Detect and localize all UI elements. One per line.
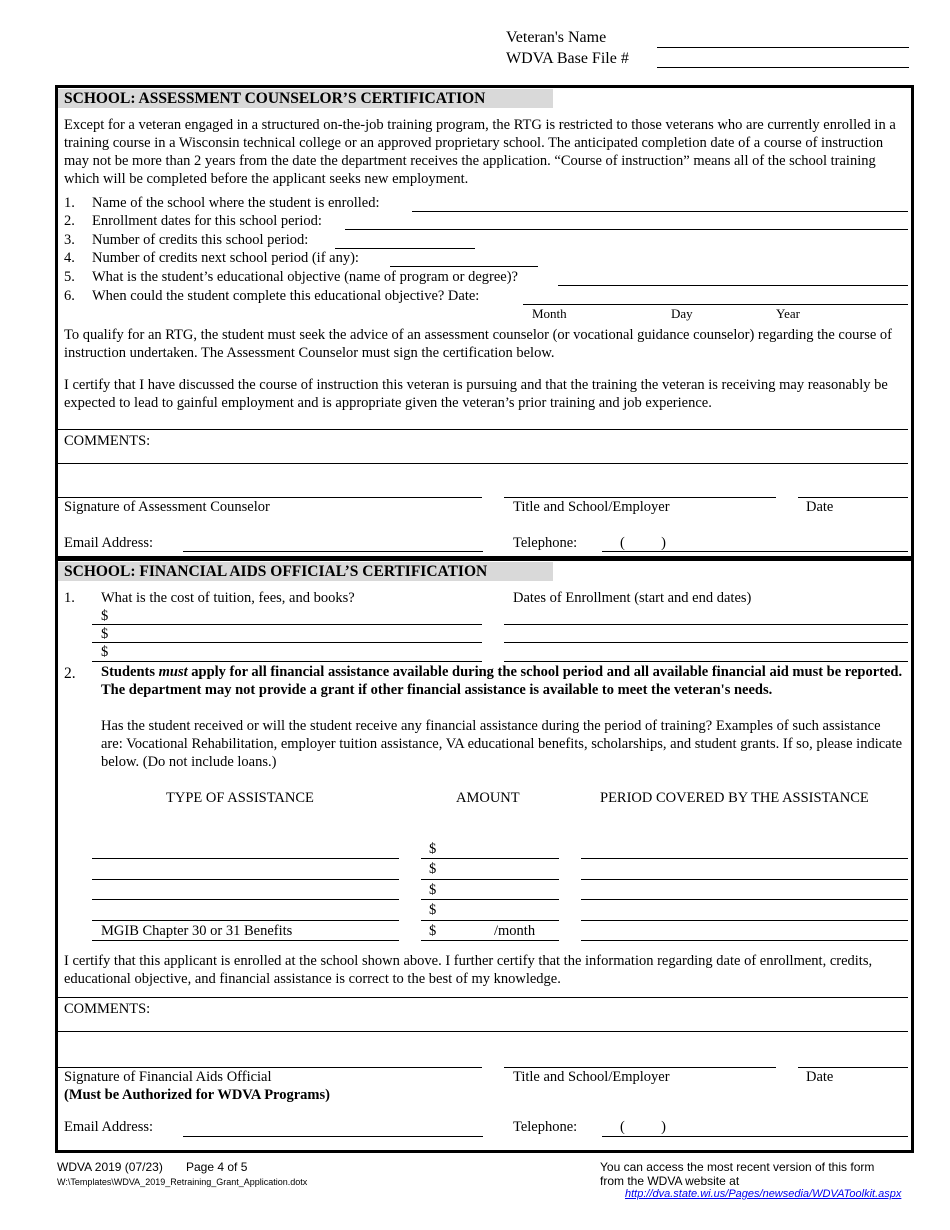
q1-num: 1. (64, 195, 75, 211)
school-name-field[interactable] (412, 211, 908, 212)
mgib-amount-field[interactable] (421, 940, 559, 941)
assistance-period-field-3[interactable] (581, 899, 908, 900)
dollar-sign: $ (429, 861, 437, 877)
divider (58, 429, 908, 430)
counselor-title-label: Title and School/Employer (513, 499, 670, 515)
section1-title: SCHOOL: ASSESSMENT COUNSELOR’S CERTIFICATION (58, 89, 553, 108)
financial-aid-notice: Students must apply for all financial assistance available during the school period and all available financial aid must be reported. The department may not provide a grant if other financial assistance is available to meet the veteran's needs. (101, 664, 903, 698)
q2-num: 2. (64, 213, 75, 229)
col-period-header: PERIOD COVERED BY THE ASSISTANCE (600, 790, 869, 806)
q5-num: 5. (64, 269, 75, 285)
official-telephone-value: ( ) (620, 1119, 666, 1135)
counselor-telephone-field[interactable] (602, 551, 908, 552)
cost-field-3[interactable] (92, 661, 482, 662)
q6-label: When could the student complete this educational objective? Date: (92, 288, 480, 304)
official-email-field[interactable] (183, 1136, 483, 1137)
assistance-amount-field-1[interactable] (421, 858, 559, 859)
counselor-certify-text: I certify that I have discussed the course of instruction this veteran is pursuing and that the training the veteran is receiving may reasonably be expected to lead to gainful employment and is appropriate given the veteran’s prior training and job experience. (64, 377, 888, 411)
divider (58, 997, 908, 998)
base-file-label: WDVA Base File # (506, 50, 629, 67)
counselor-title-field[interactable] (504, 497, 776, 498)
official-date-label: Date (806, 1069, 834, 1085)
form-id: WDVA 2019 (07/23) (57, 1160, 163, 1174)
educational-objective-field[interactable] (558, 285, 908, 286)
assistance-period-field-4[interactable] (581, 920, 908, 921)
counselor-signature-field[interactable] (58, 497, 482, 498)
assistance-type-field-1[interactable] (92, 858, 399, 859)
official-email-label: Email Address: (64, 1119, 154, 1135)
official-signature-label: Signature of Financial Aids Official (64, 1069, 272, 1085)
assistance-amount-field-4[interactable] (421, 920, 559, 921)
credits-this-period-field[interactable] (335, 248, 475, 249)
counselor-telephone-label: Telephone: (513, 535, 578, 551)
divider (58, 463, 908, 464)
assistance-type-field-4[interactable] (92, 920, 399, 921)
q4-label: Number of credits next school period (if any): (92, 250, 359, 266)
year-label: Year (776, 306, 800, 321)
counselor-email-label: Email Address: (64, 535, 154, 551)
dollar-sign: $ (101, 608, 109, 624)
per-month-label: /month (494, 923, 536, 939)
official-telephone-label: Telephone: (513, 1119, 578, 1135)
cost-field-1[interactable] (92, 624, 482, 625)
dates-field-2[interactable] (504, 642, 908, 643)
dollar-sign: $ (429, 841, 437, 857)
mgib-label: MGIB Chapter 30 or 31 Benefits (101, 923, 293, 939)
cost-field-2[interactable] (92, 642, 482, 643)
section1-intro: Except for a veteran engaged in a structured on-the-job training program, the RTG is restricted to those veterans who are currently enrolled in a training course in a Wisconsin technical college or an approved proprietary school. The anticipated completion date of a course of instruction may not be more than 2 years from the date the department receives the application. “Course of instruction” means all of the school training which will be completed before the applicant seeks new employment. (64, 117, 896, 187)
q5-label: What is the student’s educational objective (name of program or degree)? (92, 269, 518, 285)
section2-title: SCHOOL: FINANCIAL AIDS OFFICIAL’S CERTIFICATION (58, 562, 553, 581)
financial-aids-section (55, 558, 914, 1153)
official-title-label: Title and School/Employer (513, 1069, 670, 1085)
financial-certify-text: I certify that this applicant is enrolled at the school shown above. I further certify that the information regarding date of enrollment, credits, educational objective, and financial assistance is correct to the best of my knowledge. (64, 953, 873, 987)
dollar-sign: $ (101, 644, 109, 660)
counselor-email-field[interactable] (183, 551, 483, 552)
s2-q2-num: 2. (64, 665, 76, 682)
col-type-header: TYPE OF ASSISTANCE (166, 790, 314, 806)
enrollment-dates-label: Dates of Enrollment (start and end dates) (513, 590, 752, 606)
comments-label-1: COMMENTS: (64, 433, 151, 449)
credits-next-period-field[interactable] (390, 266, 538, 267)
dates-field-1[interactable] (504, 624, 908, 625)
col-amount-header: AMOUNT (456, 790, 520, 806)
q3-num: 3. (64, 232, 75, 248)
official-date-field[interactable] (798, 1067, 908, 1068)
completion-date-field[interactable] (523, 304, 908, 305)
qualify-text: To qualify for an RTG, the student must seek the advice of an assessment counselor (or vocational guidance counselor) regarding the course of instruction undertaken. The Assessment Counselor must sign the certification below. (64, 327, 892, 361)
page-number: Page 4 of 5 (186, 1160, 248, 1174)
mgib-type-line (92, 940, 399, 941)
assistance-amount-field-3[interactable] (421, 899, 559, 900)
mgib-period-field[interactable] (581, 940, 908, 941)
assistance-amount-field-2[interactable] (421, 879, 559, 880)
assistance-period-field-1[interactable] (581, 858, 908, 859)
q2-label: Enrollment dates for this school period: (92, 213, 322, 229)
veteran-name-label: Veteran's Name (506, 29, 607, 46)
access-note-line1: You can access the most recent version of this form (600, 1160, 875, 1174)
divider (58, 1031, 908, 1032)
wdva-toolkit-link[interactable]: http://dva.state.wi.us/Pages/newsedia/WDVAToolkit.aspx (625, 1188, 902, 1200)
q3-label: Number of credits this school period: (92, 232, 309, 248)
q4-num: 4. (64, 250, 75, 266)
counselor-date-field[interactable] (798, 497, 908, 498)
s2-q1-label: What is the cost of tuition, fees, and books? (101, 590, 355, 606)
comments-label-2: COMMENTS: (64, 1001, 151, 1017)
dates-field-3[interactable] (504, 661, 908, 662)
q1-label: Name of the school where the student is enrolled: (92, 195, 380, 211)
official-telephone-field[interactable] (602, 1136, 908, 1137)
dollar-sign: $ (429, 902, 437, 918)
dollar-sign: $ (429, 882, 437, 898)
assistance-type-field-3[interactable] (92, 899, 399, 900)
dollar-sign: $ (429, 923, 437, 939)
q6-num: 6. (64, 288, 75, 304)
counselor-signature-label: Signature of Assessment Counselor (64, 499, 270, 515)
assistance-period-field-2[interactable] (581, 879, 908, 880)
access-note-line2: from the WDVA website at (600, 1174, 740, 1188)
counselor-telephone-value: ( ) (620, 535, 666, 551)
template-path: W:\Templates\WDVA_2019_Retraining_Grant_Application.dotx (57, 1177, 308, 1187)
dollar-sign: $ (101, 626, 109, 642)
base-file-field[interactable] (657, 67, 909, 68)
assistance-type-field-2[interactable] (92, 879, 399, 880)
veteran-name-field[interactable] (657, 47, 909, 48)
enrollment-dates-field[interactable] (345, 229, 908, 230)
day-label: Day (671, 306, 693, 321)
month-label: Month (532, 306, 567, 321)
official-title-field[interactable] (504, 1067, 776, 1068)
s2-q1-num: 1. (64, 590, 75, 606)
authorized-note: (Must be Authorized for WDVA Programs) (64, 1087, 330, 1103)
official-signature-field[interactable] (58, 1067, 482, 1068)
financial-assistance-question: Has the student received or will the student receive any financial assistance during the period of training? Examples of such assistance are: Vocational Rehabilitation, employer tuition assistance, VA educational benefits, scholarships, and student grants. If so, please indicate below. (Do not include loans.) (101, 718, 903, 770)
counselor-date-label: Date (806, 499, 834, 515)
